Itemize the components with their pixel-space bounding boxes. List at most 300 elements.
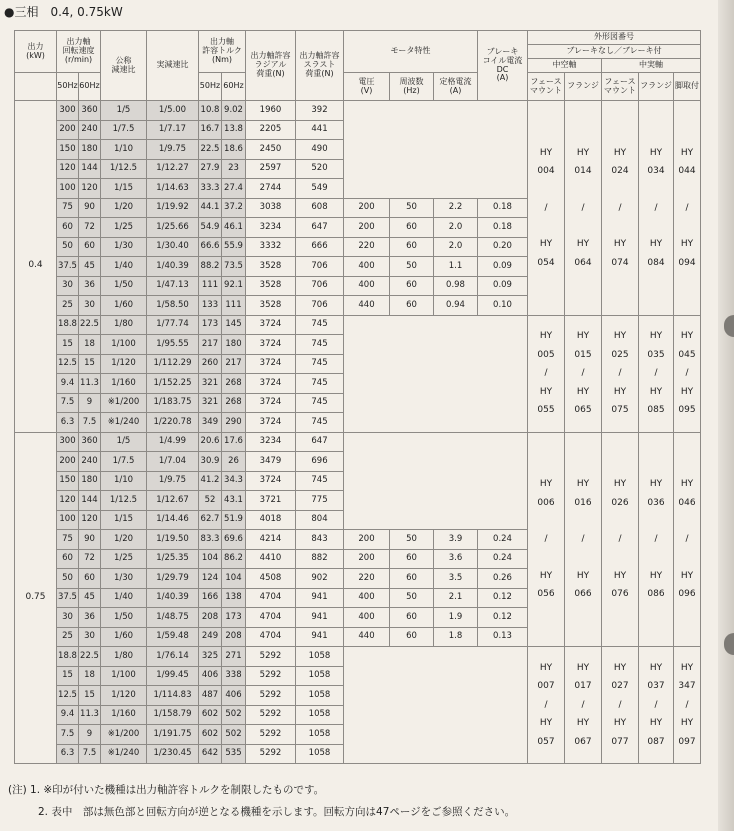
table-cell: 1/160 xyxy=(101,705,147,725)
outline-number xyxy=(674,101,701,316)
outline-line5: 055 xyxy=(537,405,555,416)
outline-line3: / xyxy=(618,699,622,710)
table-cell: 487 xyxy=(199,686,222,706)
motor-empty-bottom xyxy=(344,647,528,764)
table-cell: 271 xyxy=(222,647,246,667)
table-cell: 349 xyxy=(199,413,222,433)
table-cell: 25 xyxy=(57,296,79,316)
table-cell: 12.5 xyxy=(57,686,79,706)
table-cell: 666 xyxy=(296,237,344,257)
table-cell: 30.9 xyxy=(199,452,222,472)
table-cell: 321 xyxy=(199,374,222,394)
outline-line2: 005 xyxy=(537,349,555,360)
motor-a: 3.6 xyxy=(434,549,478,569)
table-cell: 100 xyxy=(57,510,79,530)
table-cell: 36 xyxy=(79,276,101,296)
table-cell: 3528 xyxy=(246,296,296,316)
motor-a: 0.98 xyxy=(434,276,478,296)
table-cell: 535 xyxy=(222,744,246,764)
table-cell: 6.3 xyxy=(57,413,79,433)
motor-a: 2.2 xyxy=(434,198,478,218)
table-cell: 1/47.13 xyxy=(147,276,199,296)
table-cell: 46.1 xyxy=(222,218,246,238)
table-cell: 745 xyxy=(296,393,344,413)
table-cell: 1/4.99 xyxy=(147,432,199,452)
motor-v: 200 xyxy=(344,198,390,218)
table-cell: 3528 xyxy=(246,276,296,296)
outline-line3: / xyxy=(654,202,658,213)
table-cell: 37.5 xyxy=(57,257,79,277)
table-cell: ※1/200 xyxy=(101,725,147,745)
table-cell: 696 xyxy=(296,452,344,472)
outline-line1: HY xyxy=(576,147,590,158)
table-cell: 502 xyxy=(222,705,246,725)
table-cell: 22.5 xyxy=(79,315,101,335)
outline-number xyxy=(639,315,674,432)
table-cell: 92.1 xyxy=(222,276,246,296)
table-cell: 3724 xyxy=(246,335,296,355)
table-cell: 27.9 xyxy=(199,159,222,179)
outline-line5: 084 xyxy=(647,257,665,268)
outline-line2: 017 xyxy=(574,681,592,692)
table-cell: ※1/200 xyxy=(101,393,147,413)
spec-table xyxy=(14,30,701,764)
table-cell: 602 xyxy=(199,725,222,745)
outline-line5: 065 xyxy=(574,405,592,416)
table-cell: 120 xyxy=(79,510,101,530)
table-cell: 4410 xyxy=(246,549,296,569)
note-1: (注) 1. ※印が付いた機種は出力軸許容トルクを制限したものです。 xyxy=(8,784,325,796)
table-cell: 51.9 xyxy=(222,510,246,530)
table-cell: 120 xyxy=(79,179,101,199)
outline-number xyxy=(602,432,639,647)
header-voltage: 電圧 (V) xyxy=(344,73,390,101)
outline-line5: 096 xyxy=(678,589,696,599)
table-cell: 1/12.5 xyxy=(101,159,147,179)
outline-line3: / xyxy=(654,699,658,710)
table-cell: 441 xyxy=(296,120,344,140)
table-cell: 1/9.75 xyxy=(147,140,199,160)
table-cell: 3234 xyxy=(246,218,296,238)
table-cell: 325 xyxy=(199,647,222,667)
table-cell: 745 xyxy=(296,374,344,394)
outline-line2: 016 xyxy=(574,497,592,508)
motor-a: 1.1 xyxy=(434,257,478,277)
outline-line2: 015 xyxy=(574,349,592,360)
table-cell: 300 xyxy=(57,101,79,121)
header-torque-hz60: 60Hz xyxy=(222,73,246,101)
motor-a: 0.94 xyxy=(434,296,478,316)
motor-hz: 50 xyxy=(390,530,434,550)
outline-line1: HY xyxy=(576,662,590,673)
header-outline: 外形図番号 xyxy=(528,31,701,45)
header-torque: 出力軸 許容トルク (Nm) xyxy=(199,31,246,73)
output-cell: 0.4 xyxy=(15,101,57,433)
table-cell: 1/5 xyxy=(101,101,147,121)
table-cell: 706 xyxy=(296,296,344,316)
table-cell: 145 xyxy=(222,315,246,335)
motor-a: 3.5 xyxy=(434,569,478,589)
outline-line1: HY xyxy=(613,479,627,489)
table-cell: 104 xyxy=(222,569,246,589)
motor-dc: 0.24 xyxy=(478,530,528,550)
table-cell: 73.5 xyxy=(222,257,246,277)
header-outline-sub: ブレーキなし／ブレーキ付 xyxy=(528,45,701,59)
table-cell: 1/20 xyxy=(101,530,147,550)
table-cell: 1/80 xyxy=(101,647,147,667)
table-cell: 1/158.79 xyxy=(147,705,199,725)
table-cell: 150 xyxy=(57,140,79,160)
table-cell: 104 xyxy=(199,549,222,569)
table-cell: 1/230.45 xyxy=(147,744,199,764)
table-cell: 3724 xyxy=(246,413,296,433)
motor-empty-top xyxy=(344,101,528,199)
motor-hz: 60 xyxy=(390,237,434,257)
motor-v: 400 xyxy=(344,257,390,277)
table-cell: 1/99.45 xyxy=(147,666,199,686)
table-cell: 11.3 xyxy=(79,705,101,725)
table-cell: 9.02 xyxy=(222,101,246,121)
table-row xyxy=(15,101,701,121)
outline-line5: 056 xyxy=(537,589,555,599)
outline-line2: 045 xyxy=(678,349,696,360)
outline-line3: / xyxy=(654,534,658,544)
table-cell: 26 xyxy=(222,452,246,472)
outline-number xyxy=(528,315,565,432)
motor-a: 2.0 xyxy=(434,218,478,238)
table-cell: 1/120 xyxy=(101,686,147,706)
table-cell: ※1/240 xyxy=(101,413,147,433)
outline-line5: 095 xyxy=(678,405,696,416)
table-cell: 133 xyxy=(199,296,222,316)
outline-line4: HY xyxy=(539,570,553,581)
table-cell: 1/14.63 xyxy=(147,179,199,199)
table-cell: 1960 xyxy=(246,101,296,121)
table-cell: 111 xyxy=(222,296,246,316)
table-cell: 200 xyxy=(57,120,79,140)
outline-line1: HY xyxy=(680,147,694,158)
table-cell: 549 xyxy=(296,179,344,199)
table-cell: 240 xyxy=(79,120,101,140)
table-cell: 1/30 xyxy=(101,237,147,257)
motor-v: 200 xyxy=(344,549,390,569)
outline-line5: 057 xyxy=(537,736,555,747)
motor-a: 1.9 xyxy=(434,608,478,628)
motor-a: 1.8 xyxy=(434,627,478,647)
outline-line3: / xyxy=(685,368,689,379)
motor-dc: 0.18 xyxy=(478,218,528,238)
table-cell: 60 xyxy=(79,237,101,257)
header-output: 出力 (kW) xyxy=(15,31,57,73)
motor-dc: 0.18 xyxy=(478,198,528,218)
motor-dc: 0.10 xyxy=(478,296,528,316)
table-cell: 15 xyxy=(79,686,101,706)
table-cell: 9.4 xyxy=(57,374,79,394)
output-cell: 0.75 xyxy=(15,432,57,764)
table-cell: 1/25 xyxy=(101,218,147,238)
table-cell: 12.5 xyxy=(57,354,79,374)
outline-line2: 037 xyxy=(647,681,665,692)
outline-line2: 007 xyxy=(537,681,555,692)
table-cell: 2205 xyxy=(246,120,296,140)
outline-number xyxy=(565,432,602,647)
outline-line5: 066 xyxy=(574,589,592,599)
table-cell: 1058 xyxy=(296,647,344,667)
table-cell: 69.6 xyxy=(222,530,246,550)
outline-number xyxy=(602,315,639,432)
table-cell: 6.3 xyxy=(57,744,79,764)
table-cell: 41.2 xyxy=(199,471,222,491)
table-cell: 647 xyxy=(296,432,344,452)
outline-line2: 014 xyxy=(574,166,592,176)
outline-line3: / xyxy=(581,699,585,710)
table-cell: 180 xyxy=(79,471,101,491)
table-cell: 9 xyxy=(79,725,101,745)
table-cell: 1/160 xyxy=(101,374,147,394)
table-cell: 1058 xyxy=(296,725,344,745)
table-cell: 208 xyxy=(222,627,246,647)
header-foot: 脚取付 xyxy=(674,73,701,101)
outline-line4: HY xyxy=(613,570,627,581)
outline-line5: 097 xyxy=(678,736,696,747)
table-cell: 90 xyxy=(79,530,101,550)
table-cell: 1/77.74 xyxy=(147,315,199,335)
motor-dc: 0.26 xyxy=(478,569,528,589)
notes xyxy=(8,779,515,823)
table-cell: 1058 xyxy=(296,705,344,725)
table-cell: 1/30 xyxy=(101,569,147,589)
outline-line2: 006 xyxy=(537,497,555,508)
table-cell: 45 xyxy=(79,257,101,277)
outline-line5: 064 xyxy=(574,257,592,268)
table-cell: 4704 xyxy=(246,627,296,647)
table-cell: 5292 xyxy=(246,705,296,725)
table-cell: 706 xyxy=(296,257,344,277)
table-cell: 208 xyxy=(199,608,222,628)
outline-line4: HY xyxy=(680,239,694,249)
outline-line4: HY xyxy=(613,386,627,397)
table-cell: 3479 xyxy=(246,452,296,472)
header-torque-hz50: 50Hz xyxy=(199,73,222,101)
table-cell: 37.2 xyxy=(222,198,246,218)
table-cell: 166 xyxy=(199,588,222,608)
outline-line3: / xyxy=(685,699,689,710)
outline-line2: 044 xyxy=(678,166,696,176)
table-cell: 1/25.35 xyxy=(147,549,199,569)
motor-hz: 60 xyxy=(390,218,434,238)
outline-line3: / xyxy=(581,202,585,213)
table-cell: 1/19.50 xyxy=(147,530,199,550)
table-cell: ※1/240 xyxy=(101,744,147,764)
motor-v: 440 xyxy=(344,627,390,647)
table-cell: 62.7 xyxy=(199,510,222,530)
outline-line1: HY xyxy=(613,331,627,342)
table-cell: 804 xyxy=(296,510,344,530)
outline-line4: HY xyxy=(649,718,663,729)
table-cell: 1/7.5 xyxy=(101,120,147,140)
table-row xyxy=(15,647,701,667)
table-cell: 1/120 xyxy=(101,354,147,374)
outline-line1: HY xyxy=(680,662,694,673)
outline-line2: 004 xyxy=(537,166,555,176)
header-frequency: 周波数 (Hz) xyxy=(390,73,434,101)
table-cell: 52 xyxy=(199,491,222,511)
outline-line3: / xyxy=(618,202,622,213)
table-cell: 1/10 xyxy=(101,471,147,491)
outline-line1: HY xyxy=(613,662,627,673)
table-cell: 1/25.66 xyxy=(147,218,199,238)
motor-empty-top xyxy=(344,432,528,530)
table-cell: 3724 xyxy=(246,354,296,374)
outline-line3: / xyxy=(581,534,585,544)
table-cell: 321 xyxy=(199,393,222,413)
outline-line4: HY xyxy=(539,386,553,397)
table-cell: 55.9 xyxy=(222,237,246,257)
table-cell: 44.1 xyxy=(199,198,222,218)
table-cell: 5292 xyxy=(246,686,296,706)
table-cell: 3332 xyxy=(246,237,296,257)
outline-line2: 026 xyxy=(611,497,629,508)
outline-line3: / xyxy=(685,202,689,213)
outline-line4: HY xyxy=(649,239,663,249)
header-hollow: 中空軸 xyxy=(528,59,602,73)
outline-line4: HY xyxy=(576,386,590,397)
table-cell: 54.9 xyxy=(199,218,222,238)
table-cell: 120 xyxy=(57,159,79,179)
table-cell: 300 xyxy=(57,432,79,452)
table-cell: 642 xyxy=(199,744,222,764)
table-cell: 1/10 xyxy=(101,140,147,160)
outline-line3: / xyxy=(618,368,622,379)
table-cell: 941 xyxy=(296,627,344,647)
motor-empty-bottom xyxy=(344,315,528,432)
table-cell: 1/40.39 xyxy=(147,588,199,608)
table-cell: 360 xyxy=(79,432,101,452)
table-cell: 7.5 xyxy=(57,725,79,745)
table-row xyxy=(15,432,701,452)
table-cell: 83.3 xyxy=(199,530,222,550)
table-cell: 1/100 xyxy=(101,335,147,355)
outline-line5: 074 xyxy=(611,257,629,268)
motor-a: 2.0 xyxy=(434,237,478,257)
table-cell: 2597 xyxy=(246,159,296,179)
table-cell: 1058 xyxy=(296,686,344,706)
motor-a: 2.1 xyxy=(434,588,478,608)
outline-line2: 347 xyxy=(678,681,696,692)
table-cell: 2450 xyxy=(246,140,296,160)
header-current: 定格電流 (A) xyxy=(434,73,478,101)
motor-dc: 0.13 xyxy=(478,627,528,647)
outline-line1: HY xyxy=(680,331,694,342)
motor-v: 200 xyxy=(344,218,390,238)
table-cell: 20.6 xyxy=(199,432,222,452)
outline-line4: HY xyxy=(680,570,694,581)
table-cell: 1/30.40 xyxy=(147,237,199,257)
table-cell: 1/7.04 xyxy=(147,452,199,472)
table-cell: 1/59.48 xyxy=(147,627,199,647)
table-cell: 1/40.39 xyxy=(147,257,199,277)
outline-line4: HY xyxy=(576,239,590,249)
table-cell: 1/19.92 xyxy=(147,198,199,218)
motor-dc: 0.09 xyxy=(478,276,528,296)
table-cell: 5292 xyxy=(246,647,296,667)
table-cell: 3724 xyxy=(246,471,296,491)
header-hz60: 60Hz xyxy=(79,73,101,101)
note-2: 2. 表中 部は無色部と回転方向が逆となる機種を示します。回転方向は47ページをご参照ください。 xyxy=(38,806,516,818)
table-cell: 75 xyxy=(57,198,79,218)
table-cell: 90 xyxy=(79,198,101,218)
table-cell: 4018 xyxy=(246,510,296,530)
outline-line1: HY xyxy=(649,331,663,342)
table-cell: 882 xyxy=(296,549,344,569)
table-cell: 1/12.67 xyxy=(147,491,199,511)
table-cell: 10.8 xyxy=(199,101,222,121)
table-cell: 1/12.5 xyxy=(101,491,147,511)
table-cell: 1/9.75 xyxy=(147,471,199,491)
motor-dc: 0.09 xyxy=(478,257,528,277)
outline-line2: 024 xyxy=(611,166,629,176)
outline-line4: HY xyxy=(613,718,627,729)
table-cell: 3724 xyxy=(246,393,296,413)
table-cell: 138 xyxy=(222,588,246,608)
outline-line3: / xyxy=(544,699,548,710)
table-cell: 745 xyxy=(296,315,344,335)
table-cell: 1/15 xyxy=(101,510,147,530)
table-cell: 100 xyxy=(57,179,79,199)
header-face-hollow: フェース マウント xyxy=(528,73,565,101)
outline-line1: HY xyxy=(680,479,694,489)
outline-line5: 067 xyxy=(574,736,592,747)
table-cell: 1/5.00 xyxy=(147,101,199,121)
table-cell: 240 xyxy=(79,452,101,472)
motor-dc: 0.20 xyxy=(478,237,528,257)
table-cell: 11.3 xyxy=(79,374,101,394)
table-cell: 1/48.75 xyxy=(147,608,199,628)
table-cell: 1/220.78 xyxy=(147,413,199,433)
table-cell: 45 xyxy=(79,588,101,608)
table-cell: 88.2 xyxy=(199,257,222,277)
table-cell: 5292 xyxy=(246,666,296,686)
outline-line1: HY xyxy=(539,479,553,489)
outline-line5: 077 xyxy=(611,736,629,747)
table-cell: 36 xyxy=(79,608,101,628)
table-cell: 1/12.27 xyxy=(147,159,199,179)
header-flange-hollow: フランジ xyxy=(565,73,602,101)
header-motor: モータ特性 xyxy=(344,31,478,73)
header-brake: ブレーキ コイル電流 DC (A) xyxy=(478,31,528,101)
table-cell: 180 xyxy=(79,140,101,160)
table-cell: 338 xyxy=(222,666,246,686)
table-cell: 1/15 xyxy=(101,179,147,199)
table-cell: 124 xyxy=(199,569,222,589)
table-cell: 1/60 xyxy=(101,296,147,316)
outline-line3: / xyxy=(654,368,658,379)
table-cell: 602 xyxy=(199,705,222,725)
table-cell: 15 xyxy=(57,335,79,355)
outline-line3: / xyxy=(544,202,548,213)
table-cell: 941 xyxy=(296,608,344,628)
outline-line3: / xyxy=(685,534,689,544)
outline-line5: 085 xyxy=(647,405,665,416)
table-cell: 200 xyxy=(57,452,79,472)
motor-hz: 60 xyxy=(390,296,434,316)
table-cell: 3528 xyxy=(246,257,296,277)
table-cell: 111 xyxy=(199,276,222,296)
outline-line2: 035 xyxy=(647,349,665,360)
table-cell: 1/80 xyxy=(101,315,147,335)
outline-line1: HY xyxy=(539,147,553,158)
outline-number xyxy=(602,647,639,764)
